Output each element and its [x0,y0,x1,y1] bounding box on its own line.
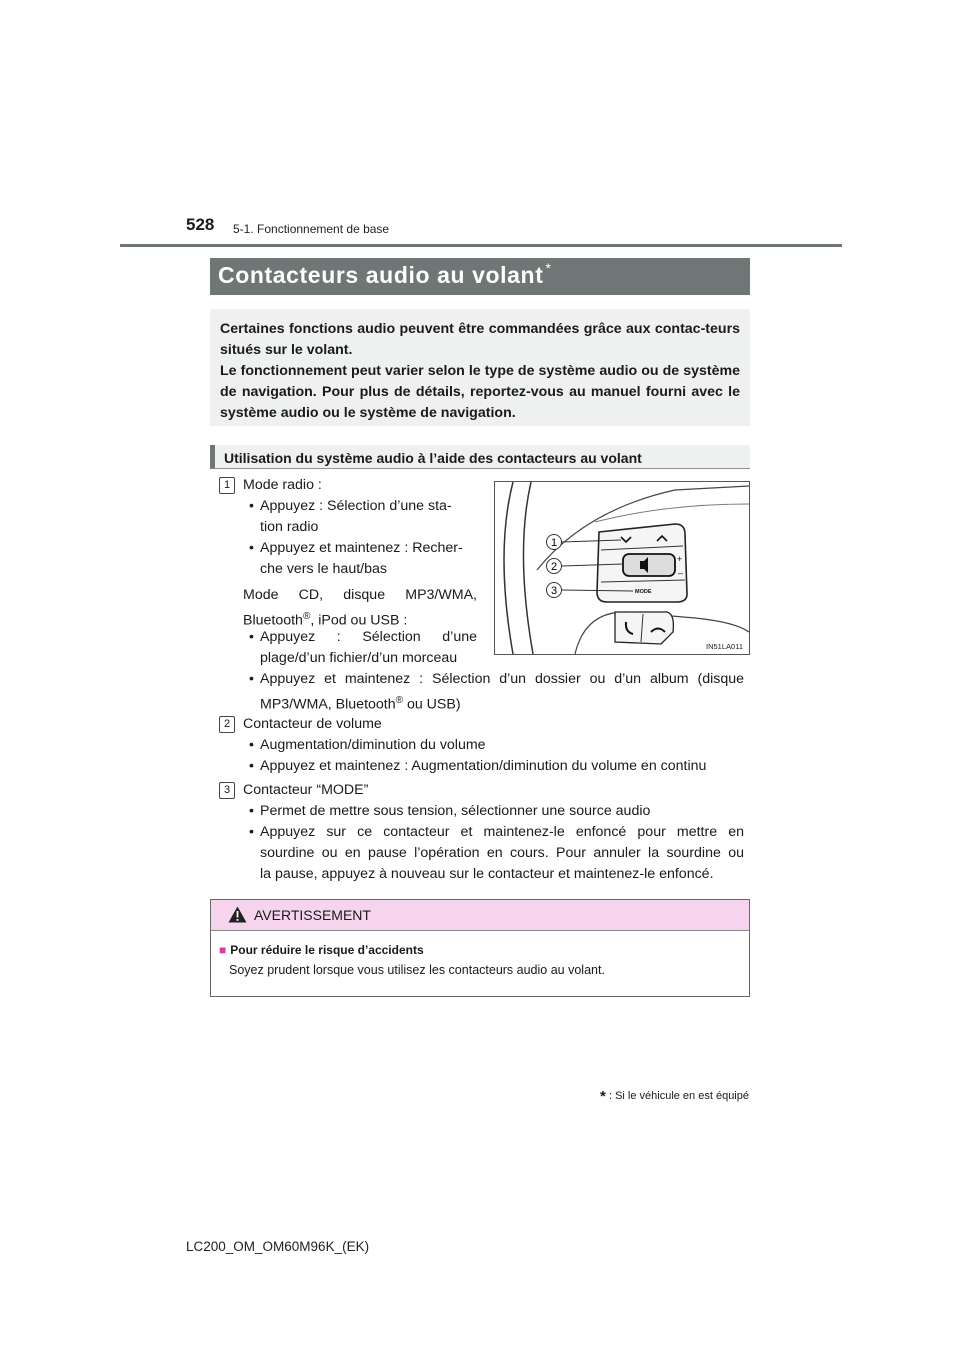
header-divider [120,244,842,247]
spoke-contour-line [595,504,749,522]
equipment-asterisk-icon: * [545,260,552,276]
cd-bullet-1-line-1: • Appuyez : Sélection d’une [260,627,477,648]
item-number-badge: 2 [219,716,235,733]
warning-title: AVERTISSEMENT [254,907,371,923]
item-number-badge: 1 [219,477,235,494]
cd-bullet-2-line-2 [260,690,461,716]
section-label: 5-1. Fonctionnement de base [233,222,390,236]
illustration-code: IN51LA011 [706,642,743,651]
volume-switch-title: Contacteur de volume [243,716,382,732]
mode-bullet-2-line-3: la pause, appuyez à nouveau sur le contacteur et maintenez-le enfoncé. [260,866,714,882]
cd-bullet-1-line-2: plage/d’un fichier/d’un morceau [260,650,458,666]
radio-mode-title: Mode radio : [243,477,322,493]
volume-bullet-2: • Appuyez et maintenez : Augmentation/diminution du volume en continu [260,756,706,777]
warning-triangle-icon [228,906,247,923]
cd-bullet-2-text-a: MP3/WMA, Bluetooth [260,696,396,713]
registered-mark: ® [302,611,311,622]
callout-number-1: 1 [550,537,558,549]
volume-bullet-1: • Augmentation/diminution du volume [260,735,486,756]
warning-header [211,900,749,931]
mode-switch-title: Contacteur “MODE” [243,782,369,798]
phone-switch-panel [615,612,673,644]
subheading-text: Utilisation du système audio à l’aide des contacteurs au volant [224,450,642,466]
square-bullet-icon: ■ [219,943,227,957]
page-number: 528 [186,215,215,234]
cd-mode-title-line-1: Mode CD, disque MP3/WMA, [243,587,477,603]
page-title-bar [210,258,750,295]
footnote-text: : Si le véhicule en est équipé [608,1090,749,1102]
registered-mark: ® [395,695,403,706]
item-number-badge: 3 [219,782,235,799]
model-code: LC200_OM_OM60M96K_(EK) [186,1239,370,1254]
warning-box [210,899,750,997]
radio-bullet-2-line-2: che vers le haut/bas [260,561,387,577]
mode-bullet-1: • Permet de mettre sous tension, sélectionner une source audio [260,801,650,822]
footnote [600,1088,749,1105]
warning-heading-text: Pour réduire le risque d’accidents [230,943,424,957]
mode-bullet-2-line-1: • Appuyez sur ce contacteur et maintenez-le enfoncé pour mettre en [260,822,744,843]
radio-bullet-2-line-1: • Appuyez et maintenez : Recher- [260,538,463,559]
page-title-text: Contacteurs audio au volant [218,262,544,288]
wheel-rim-inner [523,482,533,654]
wheel-rim-outer [504,482,513,654]
callout-number-3: 3 [550,585,558,597]
volume-minus-label: – [678,568,684,578]
intro-paragraph-1: Certaines fonctions audio peuvent être commandées grâce aux contac-teurs situés sur le volant. [220,321,740,358]
warning-heading [219,943,424,957]
cd-bullet-2-line-1: • Appuyez et maintenez : Sélection d’un dossier ou d’un album (disque [260,669,744,690]
mode-button-label: MODE [635,589,652,595]
callout-number-2: 2 [550,561,558,573]
volume-plus-label: + [677,554,683,564]
bluetooth-label: Bluetooth [243,612,303,629]
intro-paragraph-2: Le fonctionnement peut varier selon le type de système audio ou de système de navigation. Pour plus de détails, reportez-vous au manuel fourni avec le système audio ou le système de navigation. [220,363,740,421]
intro-text [220,319,740,424]
footnote-asterisk-icon: * [600,1088,606,1105]
warning-text: Soyez prudent lorsque vous utilisez les contacteurs audio au volant. [229,963,605,977]
mode-bullet-2-line-2: sourdine ou en pause l’opération en cours. Pour annuler la sourdine ou [260,845,744,861]
steering-wheel-drawing [495,482,749,654]
page-title [218,262,552,289]
radio-bullet-1-line-1: • Appuyez : Sélection d’une sta- [260,496,452,517]
cd-bullet-2-text-b: ou USB) [403,696,461,713]
radio-bullet-1-line-2: tion radio [260,519,319,535]
cd-sources-label: , iPod ou USB : [310,612,408,629]
section-subheading [210,445,750,469]
intro-box [210,309,750,426]
steering-switch-illustration [494,481,750,655]
volume-rocker [623,554,675,576]
